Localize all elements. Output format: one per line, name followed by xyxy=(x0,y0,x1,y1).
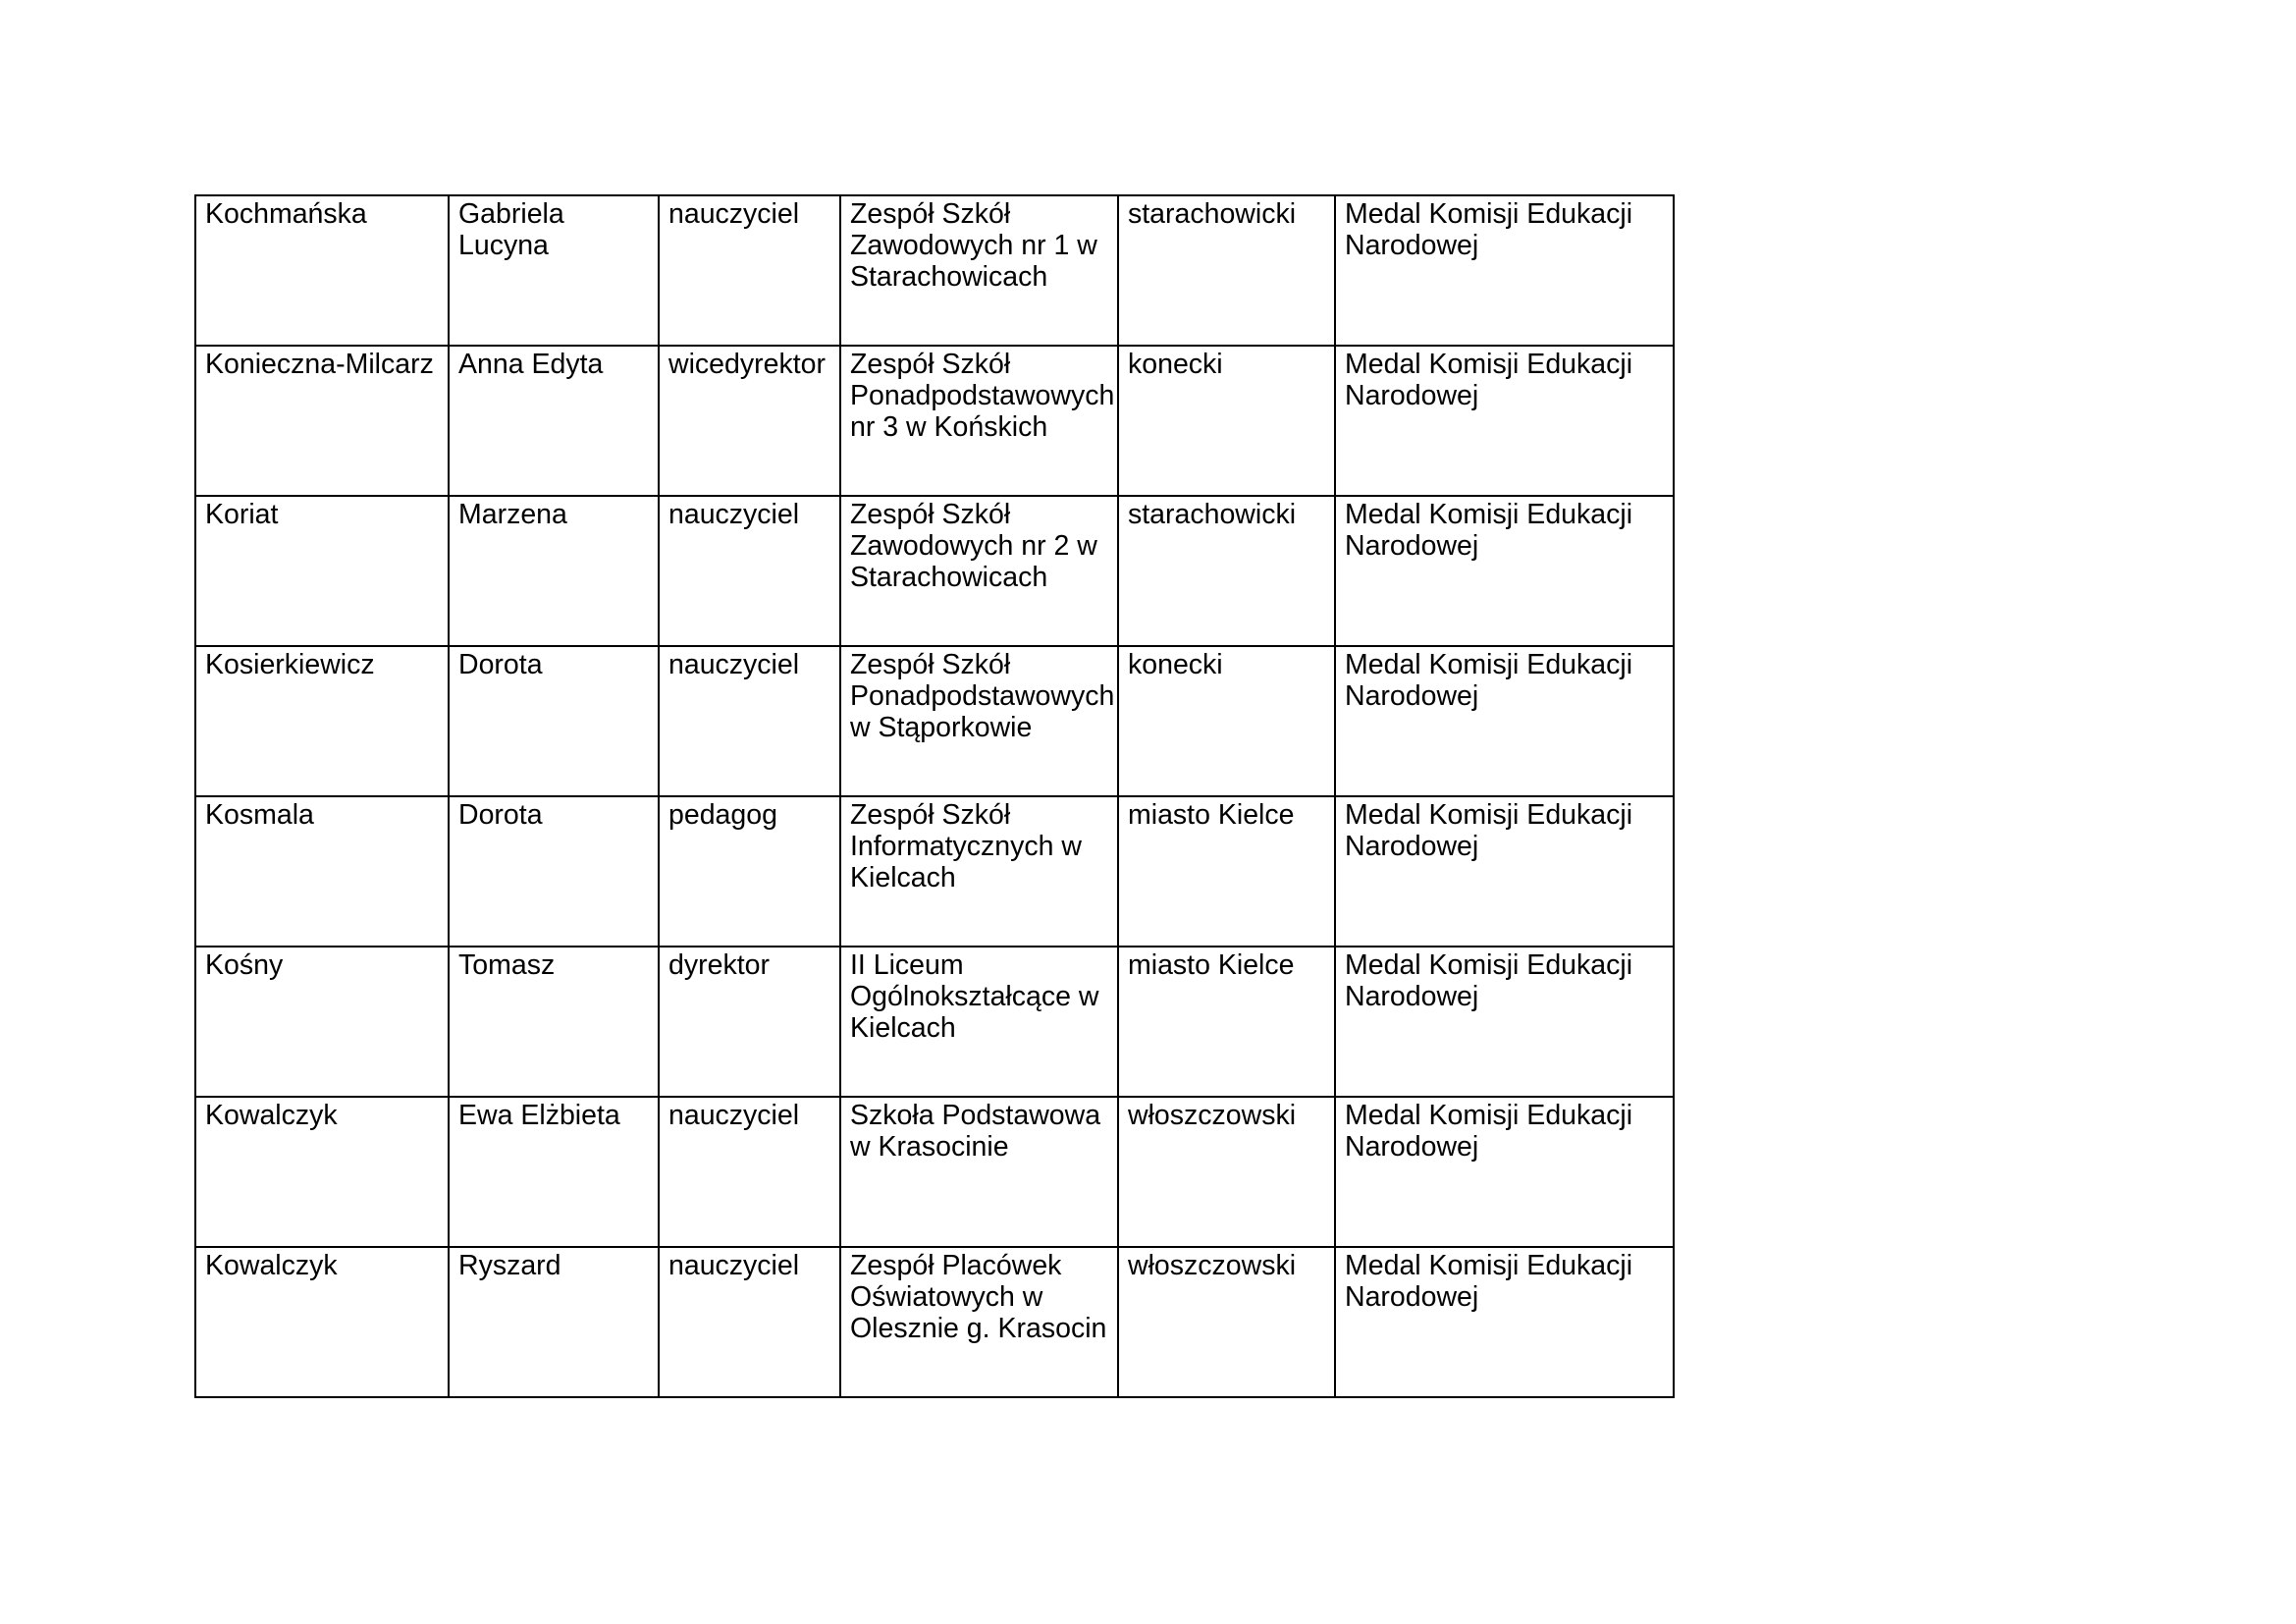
school-cell: Zespół Szkół Informatycznych w Kielcach xyxy=(840,796,1118,947)
district-cell: miasto Kielce xyxy=(1118,947,1335,1097)
award-cell: Medal Komisji Edukacji Narodowej xyxy=(1335,496,1674,646)
district-cell: włoszczowski xyxy=(1118,1247,1335,1397)
table-row xyxy=(195,947,1674,1097)
given-names-cell: Tomasz xyxy=(449,947,659,1097)
award-cell: Medal Komisji Edukacji Narodowej xyxy=(1335,346,1674,496)
surname-cell: Kośny xyxy=(195,947,449,1097)
given-names-cell: Ryszard xyxy=(449,1247,659,1397)
given-names-cell: Marzena xyxy=(449,496,659,646)
award-cell: Medal Komisji Edukacji Narodowej xyxy=(1335,1097,1674,1247)
given-names-cell: Ewa Elżbieta xyxy=(449,1097,659,1247)
surname-cell: Kowalczyk xyxy=(195,1097,449,1247)
award-cell: Medal Komisji Edukacji Narodowej xyxy=(1335,195,1674,346)
school-cell: Zespół Placówek Oświatowych w Olesznie g. Krasocin xyxy=(840,1247,1118,1397)
school-cell: II Liceum Ogólnokształcące w Kielcach xyxy=(840,947,1118,1097)
table-row xyxy=(195,646,1674,796)
district-cell: konecki xyxy=(1118,346,1335,496)
award-cell: Medal Komisji Edukacji Narodowej xyxy=(1335,1247,1674,1397)
table-row xyxy=(195,195,1674,346)
district-cell: włoszczowski xyxy=(1118,1097,1335,1247)
given-names-cell: Anna Edyta xyxy=(449,346,659,496)
district-cell: starachowicki xyxy=(1118,496,1335,646)
awards-table xyxy=(194,194,1675,1398)
district-cell: miasto Kielce xyxy=(1118,796,1335,947)
surname-cell: Konieczna-Milcarz xyxy=(195,346,449,496)
table-row xyxy=(195,796,1674,947)
school-cell: Zespół Szkół Zawodowych nr 2 w Starachowicach xyxy=(840,496,1118,646)
table-row xyxy=(195,1247,1674,1397)
position-cell: dyrektor xyxy=(659,947,840,1097)
district-cell: starachowicki xyxy=(1118,195,1335,346)
district-cell: konecki xyxy=(1118,646,1335,796)
school-cell: Zespół Szkół Ponadpodstawowych w Stąporkowie xyxy=(840,646,1118,796)
school-cell: Szkoła Podstawowa w Krasocinie xyxy=(840,1097,1118,1247)
given-names-cell: Dorota xyxy=(449,796,659,947)
position-cell: wicedyrektor xyxy=(659,346,840,496)
given-names-cell: Gabriela Lucyna xyxy=(449,195,659,346)
surname-cell: Kowalczyk xyxy=(195,1247,449,1397)
table-row xyxy=(195,496,1674,646)
award-cell: Medal Komisji Edukacji Narodowej xyxy=(1335,947,1674,1097)
surname-cell: Kosierkiewicz xyxy=(195,646,449,796)
surname-cell: Koriat xyxy=(195,496,449,646)
position-cell: nauczyciel xyxy=(659,195,840,346)
position-cell: nauczyciel xyxy=(659,1247,840,1397)
position-cell: nauczyciel xyxy=(659,1097,840,1247)
table-row xyxy=(195,1097,1674,1247)
surname-cell: Kochmańska xyxy=(195,195,449,346)
school-cell: Zespół Szkół Ponadpodstawowych nr 3 w Końskich xyxy=(840,346,1118,496)
award-cell: Medal Komisji Edukacji Narodowej xyxy=(1335,796,1674,947)
award-cell: Medal Komisji Edukacji Narodowej xyxy=(1335,646,1674,796)
position-cell: nauczyciel xyxy=(659,646,840,796)
table-row xyxy=(195,346,1674,496)
surname-cell: Kosmala xyxy=(195,796,449,947)
position-cell: pedagog xyxy=(659,796,840,947)
school-cell: Zespół Szkół Zawodowych nr 1 w Starachowicach xyxy=(840,195,1118,346)
given-names-cell: Dorota xyxy=(449,646,659,796)
position-cell: nauczyciel xyxy=(659,496,840,646)
